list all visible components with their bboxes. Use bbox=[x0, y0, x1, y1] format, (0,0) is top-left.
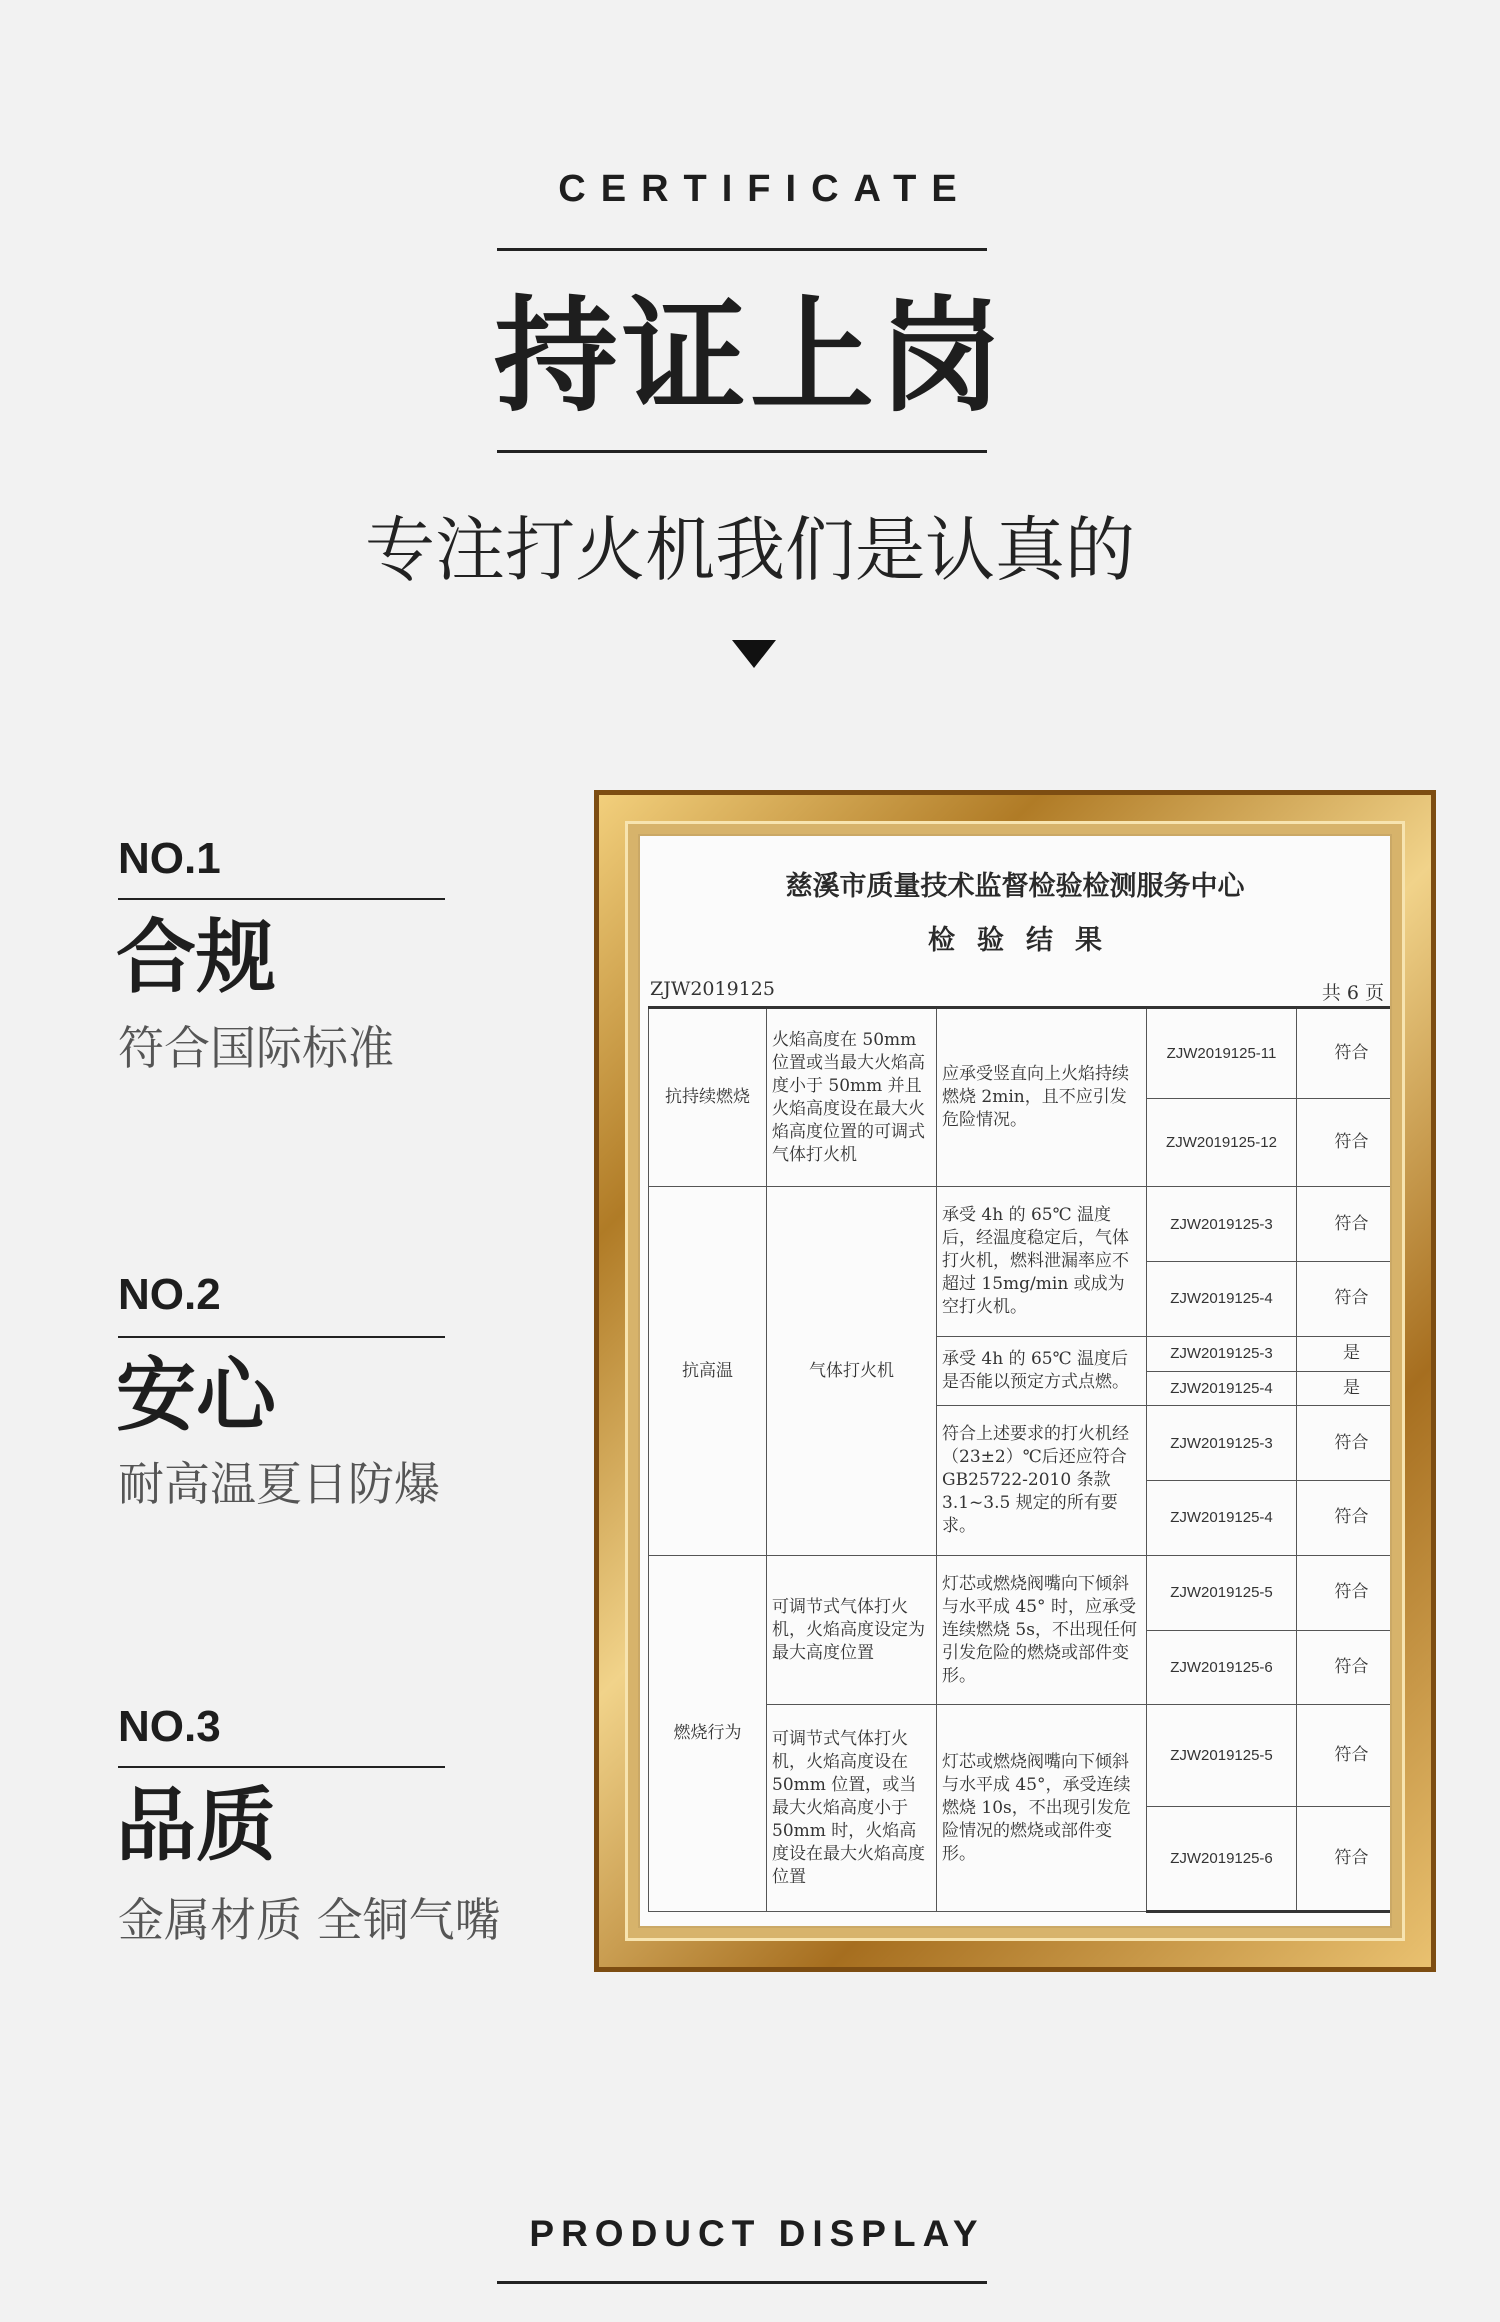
table-cell: 符合 bbox=[1297, 1806, 1393, 1911]
table-cell: 符合 bbox=[1297, 1630, 1393, 1705]
table-cell: 灯芯或燃烧阀嘴向下倾斜与水平成 45°，承受连续燃烧 10s，不出现引发危险情况的燃烧或部件变形。 bbox=[937, 1705, 1147, 1912]
feature-1-desc: 符合国际标准 bbox=[118, 1021, 394, 1075]
down-triangle-icon bbox=[732, 640, 776, 668]
table-cell: 符合上述要求的打火机经（23±2）℃后还应符合 GB25722-2010 条款 3.1~3.5 规定的所有要求。 bbox=[937, 1406, 1147, 1555]
table-cell: 抗高温 bbox=[649, 1187, 767, 1556]
table-cell: 气体打火机 bbox=[767, 1187, 937, 1556]
table-cell: ZJW2019125-3 bbox=[1147, 1336, 1297, 1371]
table-cell: ZJW2019125-4 bbox=[1147, 1481, 1297, 1556]
page-title: 持证上岗 bbox=[493, 285, 1006, 429]
product-display-divider bbox=[497, 2281, 987, 2284]
feature-3-title: 品质 bbox=[116, 1779, 276, 1872]
table-cell: 是 bbox=[1297, 1371, 1393, 1406]
table-cell: 可调节式气体打火机，火焰高度设定为最大高度位置 bbox=[767, 1555, 937, 1704]
feature-1-divider bbox=[118, 898, 445, 900]
certificate-document bbox=[638, 834, 1392, 1928]
table-cell: 承受 4h 的 65℃ 温度后是否能以预定方式点燃。 bbox=[937, 1336, 1147, 1406]
table-cell: 符合 bbox=[1297, 1008, 1393, 1099]
table-cell: ZJW2019125-3 bbox=[1147, 1406, 1297, 1481]
table-cell: ZJW2019125-4 bbox=[1147, 1371, 1297, 1406]
report-number: ZJW2019125 bbox=[650, 978, 775, 1000]
certificate-en-heading: CERTIFICATE bbox=[558, 168, 972, 210]
heading-divider-bottom bbox=[497, 450, 987, 453]
table-row bbox=[649, 1187, 1393, 1262]
table-cell: 抗持续燃烧 bbox=[649, 1008, 767, 1187]
table-cell: 应承受竖直向上火焰持续燃烧 2min，且不应引发危险情况。 bbox=[937, 1008, 1147, 1187]
feature-2-number: NO.2 bbox=[118, 1270, 221, 1319]
table-row bbox=[649, 1008, 1393, 1099]
feature-2-divider bbox=[118, 1336, 445, 1338]
certificate-title: 检验结果 bbox=[928, 925, 1124, 956]
heading-divider-top bbox=[497, 248, 987, 251]
feature-3-divider bbox=[118, 1766, 445, 1768]
table-cell: 符合 bbox=[1297, 1705, 1393, 1807]
table-cell: 火焰高度在 50mm 位置或当最大火焰高度小于 50mm 并且火焰高度设在最大火焰高度位置的可调式气体打火机 bbox=[767, 1008, 937, 1187]
gold-picture-frame bbox=[594, 790, 1436, 1972]
table-cell: 可调节式气体打火机，火焰高度设在 50mm 位置，或当最大火焰高度小于 50mm 时，火焰高度设在最大火焰高度位置 bbox=[767, 1705, 937, 1912]
table-cell: 符合 bbox=[1297, 1555, 1393, 1630]
table-cell: 符合 bbox=[1297, 1262, 1393, 1337]
table-cell: ZJW2019125-3 bbox=[1147, 1187, 1297, 1262]
table-cell: 燃烧行为 bbox=[649, 1555, 767, 1911]
page-subtitle: 专注打火机我们是认真的 bbox=[365, 509, 1135, 591]
table-cell: ZJW2019125-6 bbox=[1147, 1806, 1297, 1911]
page-count: 共 6 页 bbox=[1321, 982, 1384, 1004]
table-row bbox=[649, 1555, 1393, 1630]
product-display-heading: PRODUCT DISPLAY bbox=[529, 2213, 985, 2254]
table-cell: 符合 bbox=[1297, 1099, 1393, 1187]
certificate-org-name: 慈溪市质量技术监督检验检测服务中心 bbox=[785, 871, 1245, 902]
table-cell: 符合 bbox=[1297, 1187, 1393, 1262]
feature-3-desc: 金属材质 全铜气嘴 bbox=[118, 1893, 501, 1947]
table-cell: 符合 bbox=[1297, 1406, 1393, 1481]
table-cell: ZJW2019125-6 bbox=[1147, 1630, 1297, 1705]
table-cell: 承受 4h 的 65℃ 温度后，经温度稳定后，气体打火机，燃料泄漏率应不超过 15mg/min 或成为空打火机。 bbox=[937, 1187, 1147, 1336]
table-cell: ZJW2019125-11 bbox=[1147, 1008, 1297, 1099]
feature-1-title: 合规 bbox=[116, 911, 276, 1004]
table-cell: 是 bbox=[1297, 1336, 1393, 1371]
frame-mat bbox=[625, 821, 1405, 1941]
table-cell: 符合 bbox=[1297, 1481, 1393, 1556]
table-cell: ZJW2019125-4 bbox=[1147, 1262, 1297, 1337]
feature-2-title: 安心 bbox=[116, 1349, 276, 1442]
inspection-results-table bbox=[648, 1006, 1392, 1913]
table-cell: ZJW2019125-5 bbox=[1147, 1555, 1297, 1630]
table-cell: 灯芯或燃烧阀嘴向下倾斜与水平成 45° 时，应承受连续燃烧 5s，不出现任何引发危险的燃烧或部件变形。 bbox=[937, 1555, 1147, 1704]
table-cell: ZJW2019125-12 bbox=[1147, 1099, 1297, 1187]
feature-2-desc: 耐高温夏日防爆 bbox=[118, 1457, 440, 1511]
table-cell: ZJW2019125-5 bbox=[1147, 1705, 1297, 1807]
feature-1-number: NO.1 bbox=[118, 834, 221, 883]
feature-3-number: NO.3 bbox=[118, 1702, 221, 1751]
